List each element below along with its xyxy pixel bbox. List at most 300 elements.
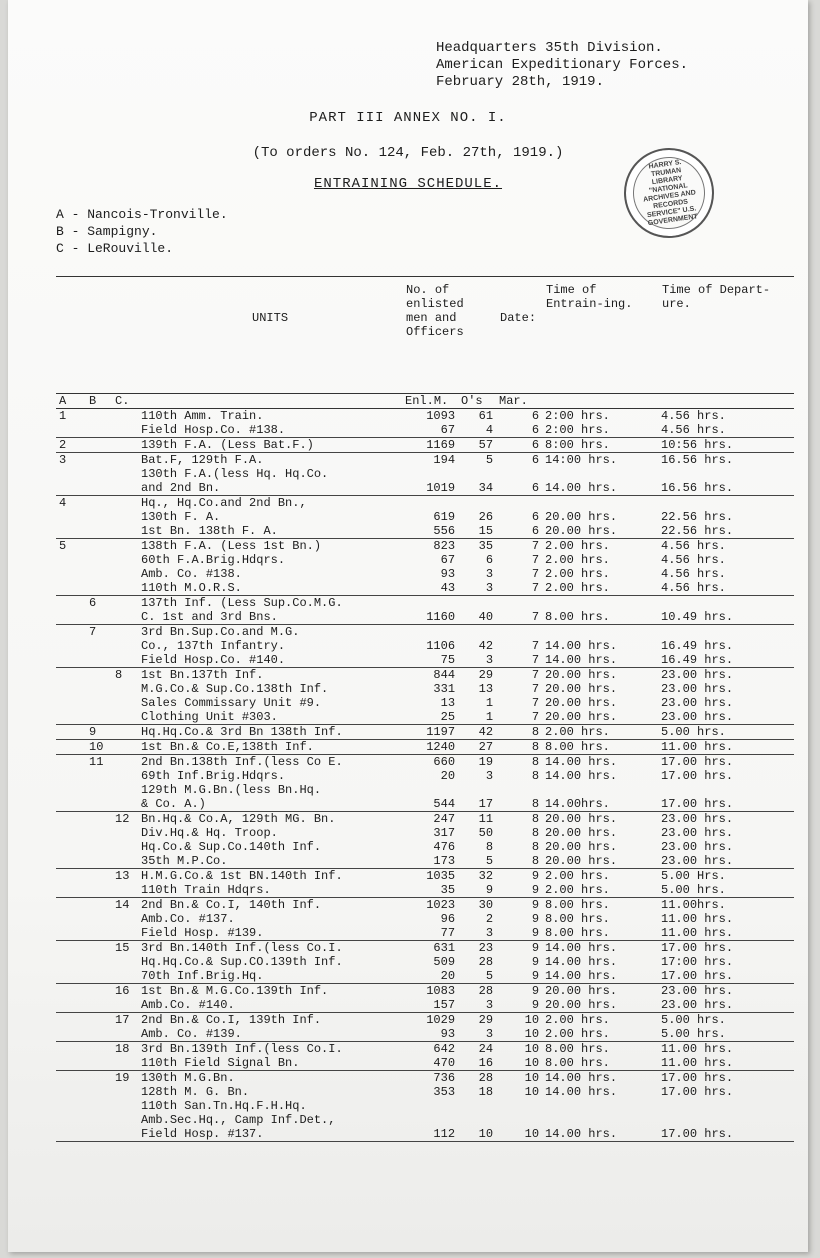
departure-time: 17.00 hrs. — [658, 797, 794, 812]
col-b-value — [86, 955, 112, 969]
document-title: PART III ANNEX NO. I. — [309, 110, 507, 126]
entraining-time: 2.00 hrs. — [545, 869, 610, 883]
enlisted-count: 43 — [402, 581, 458, 596]
table-row — [56, 596, 794, 611]
table-row — [56, 1085, 794, 1099]
enlisted-count: 619 — [433, 510, 456, 524]
march-date — [496, 1113, 542, 1127]
col-c-value — [112, 610, 138, 625]
table-row — [56, 755, 794, 770]
entraining-time: 2.00 hrs. — [545, 1013, 610, 1027]
entraining-time: 14.00 hrs. — [542, 481, 658, 496]
col-b-value — [86, 668, 112, 683]
entraining-time — [542, 1113, 658, 1127]
officer-count: 24 — [478, 1042, 494, 1056]
officer-count: 1 — [458, 710, 496, 725]
table-header-row — [56, 277, 794, 394]
officer-count: 61 — [478, 409, 494, 423]
departure-time: 11.00 hrs. — [661, 912, 734, 926]
march-date — [496, 625, 542, 640]
table-row — [56, 840, 794, 854]
col-b-value — [86, 883, 112, 898]
col-b-value — [86, 969, 112, 984]
departure-time: 11.00hrs. — [661, 898, 726, 912]
officer-count: 17 — [458, 797, 496, 812]
legend-item: B - Sampigny. — [56, 224, 158, 239]
col-c-value: 18 — [115, 1042, 130, 1056]
col-c-value: 16 — [115, 984, 130, 998]
march-date — [496, 596, 542, 611]
col-a-value — [56, 840, 86, 854]
col-a-value — [56, 898, 86, 913]
col-a-value — [56, 567, 86, 581]
enlisted-count: 1240 — [402, 740, 458, 755]
enlisted-count: 67 — [440, 553, 456, 567]
march-date: 7 — [496, 653, 542, 668]
col-a-value — [56, 710, 86, 725]
departure-time: 10:56 hrs. — [658, 438, 794, 453]
entraining-time: 14.00 hrs. — [545, 639, 618, 653]
col-a-value: 1 — [59, 409, 67, 423]
month-header: Mar. — [496, 394, 542, 409]
col-b-value — [86, 826, 112, 840]
enlisted-count: 20 — [402, 969, 458, 984]
col-b-value — [86, 1127, 112, 1142]
entraining-time — [542, 467, 658, 481]
departure-header: Time of Depart-ure. — [658, 277, 794, 394]
entraining-time: 8:00 hrs. — [542, 438, 658, 453]
entraining-time: 20.00 hrs. — [545, 812, 618, 826]
col-a-value — [56, 826, 86, 840]
officer-count: 1 — [485, 696, 494, 710]
officer-count: 16 — [458, 1056, 496, 1071]
table-row — [56, 610, 794, 625]
enlisted-count: 1106 — [426, 639, 456, 653]
unit-name: 128th M. G. Bn. — [141, 1085, 250, 1099]
enlisted-count: 1160 — [402, 610, 458, 625]
letterhead — [436, 40, 688, 91]
col-b-value — [86, 682, 112, 696]
col-a-value — [56, 524, 86, 539]
enlisted-count: 1093 — [426, 409, 456, 423]
entraining-time — [542, 625, 658, 640]
col-a-value — [56, 869, 86, 884]
col-a-value — [56, 1099, 86, 1113]
col-b-value — [86, 653, 112, 668]
enlisted-count: 1083 — [426, 984, 456, 998]
col-b-value: 7 — [89, 625, 97, 639]
entraining-time: 8.00 hrs. — [542, 926, 658, 941]
march-date: 9 — [531, 955, 540, 969]
march-date: 8 — [531, 840, 540, 854]
table-row — [56, 409, 794, 424]
unit-name: Amb. Co. #138. — [141, 567, 242, 581]
officer-count: 18 — [478, 1085, 494, 1099]
document-page — [8, 0, 808, 1252]
col-a-value — [56, 812, 86, 827]
enlisted-count: 331 — [433, 682, 456, 696]
date-header: Date: — [496, 277, 542, 394]
departure-time: 11.00 hrs. — [658, 926, 794, 941]
col-c-value — [112, 1085, 138, 1099]
unit-name: 1st Bn.& Co.E,138th Inf. — [138, 740, 402, 755]
unit-name: 1st Bn. 138th F. A. — [138, 524, 402, 539]
entraining-time: 20.00 hrs. — [545, 696, 618, 710]
departure-time: 4.56 hrs. — [661, 409, 726, 423]
station-legend — [56, 206, 228, 257]
departure-time: 5.00 hrs. — [658, 883, 794, 898]
table-row — [56, 1113, 794, 1127]
col-c-value — [112, 696, 138, 710]
col-c-value — [112, 826, 138, 840]
officer-count: 23 — [478, 941, 494, 955]
col-c-value — [112, 797, 138, 812]
col-b-value — [86, 998, 112, 1013]
departure-time: 23.00 hrs. — [661, 668, 734, 682]
entraining-time: 20.00 hrs. — [545, 984, 618, 998]
officer-count: 40 — [458, 610, 496, 625]
entraining-time: 14.00 hrs. — [545, 769, 618, 783]
departure-time: 16.49 hrs. — [661, 639, 734, 653]
officer-count: 42 — [458, 725, 496, 740]
col-a-value — [56, 481, 86, 496]
march-date: 10 — [496, 1127, 542, 1142]
officer-count: 8 — [485, 840, 494, 854]
unit-name: 1st Bn.137th Inf. — [141, 668, 264, 682]
table-row — [56, 1027, 794, 1042]
march-date: 7 — [531, 567, 540, 581]
unit-name: 130th F.A.(less Hq. Hq.Co. — [141, 467, 329, 481]
table-row — [56, 581, 794, 596]
col-b-value — [86, 812, 112, 827]
entraining-time: 20.00 hrs. — [545, 840, 618, 854]
col-a-value — [56, 1056, 86, 1071]
march-date: 8 — [531, 755, 540, 769]
departure-time: 16.56 hrs. — [661, 453, 734, 467]
col-b-value: 10 — [86, 740, 112, 755]
unit-name: 3rd Bn.139th Inf.(less Co.I. — [141, 1042, 343, 1056]
col-b-value — [86, 1056, 112, 1071]
unit-name: 2nd Bn.138th Inf.(less Co E. — [141, 755, 343, 769]
departure-time: 17.00 hrs. — [661, 1071, 734, 1085]
table-row — [56, 1071, 794, 1086]
enlisted-count: 660 — [433, 755, 456, 769]
col-c-value — [112, 596, 138, 611]
col-b-value — [86, 467, 112, 481]
table-row — [56, 625, 794, 640]
col-c-value — [112, 926, 138, 941]
col-b-value — [86, 783, 112, 797]
col-c-value — [112, 567, 138, 581]
officer-count: 29 — [478, 1013, 494, 1027]
col-a-value — [56, 682, 86, 696]
table-row — [56, 955, 794, 969]
col-a-value — [56, 783, 86, 797]
enlisted-count: 247 — [433, 812, 456, 826]
march-date: 6 — [496, 481, 542, 496]
col-c-value — [112, 740, 138, 755]
unit-name: Hq., Hq.Co.and 2nd Bn., — [141, 496, 307, 510]
officer-count — [458, 625, 496, 640]
departure-time — [658, 596, 794, 611]
col-b-value — [86, 496, 112, 511]
col-b-value — [86, 581, 112, 596]
table-row — [56, 553, 794, 567]
enlisted-count: 631 — [433, 941, 456, 955]
departure-time: 23.00 hrs. — [661, 840, 734, 854]
table-row — [56, 710, 794, 725]
table-row — [56, 740, 794, 755]
march-date: 7 — [531, 539, 540, 553]
col-b-value — [86, 438, 112, 453]
table-row — [56, 725, 794, 740]
col-a-value — [56, 1042, 86, 1057]
march-date: 6 — [531, 510, 540, 524]
march-date: 9 — [496, 969, 542, 984]
enlisted-count: 470 — [402, 1056, 458, 1071]
col-c-value — [112, 1113, 138, 1127]
officer-count: 19 — [478, 755, 494, 769]
departure-time: 17.00 hrs. — [661, 755, 734, 769]
table-row — [56, 984, 794, 999]
col-c-value — [112, 783, 138, 797]
unit-name: 1st Bn.& M.G.Co.139th Inf. — [141, 984, 329, 998]
march-date: 6 — [496, 524, 542, 539]
officer-count: 3 — [485, 769, 494, 783]
enlisted-count — [402, 496, 458, 511]
col-b-value — [86, 1099, 112, 1113]
entraining-time: 14:00 hrs. — [545, 453, 618, 467]
table-row — [56, 423, 794, 438]
entraining-time: 8.00 hrs. — [545, 898, 610, 912]
col-c-value — [112, 467, 138, 481]
col-b-value — [86, 869, 112, 884]
unit-name: 3rd Bn.Sup.Co.and M.G. — [141, 625, 300, 639]
unit-name: & Co. A.) — [138, 797, 402, 812]
officer-count: 32 — [478, 869, 494, 883]
col-c-value — [112, 1099, 138, 1113]
entraining-time — [542, 496, 658, 511]
table-row — [56, 769, 794, 783]
table-row — [56, 696, 794, 710]
table-row — [56, 797, 794, 812]
enlisted-count: 93 — [440, 567, 456, 581]
col-a-value — [56, 941, 86, 956]
col-a-value — [56, 769, 86, 783]
officer-count: 3 — [485, 567, 494, 581]
unit-name: Bn.Hq.& Co.A, 129th MG. Bn. — [141, 812, 336, 826]
table-row — [56, 941, 794, 956]
unit-name: M.G.Co.& Sup.Co.138th Inf. — [141, 682, 329, 696]
col-a-value — [56, 553, 86, 567]
entraining-time: 14.00 hrs. — [545, 955, 618, 969]
departure-time: 11.00 hrs. — [658, 1056, 794, 1071]
entraining-time: 14.00 hrs. — [542, 653, 658, 668]
table-row — [56, 481, 794, 496]
entraining-time: 2.00 hrs. — [545, 553, 610, 567]
col-b-value — [86, 898, 112, 913]
unit-name: 110th Amm. Train. — [141, 409, 264, 423]
entraining-time: 20.00 hrs. — [545, 668, 618, 682]
departure-time: 17.00 hrs. — [661, 1085, 734, 1099]
col-a-value — [56, 1127, 86, 1142]
entraining-time: 8.00 hrs. — [545, 912, 610, 926]
march-date — [496, 467, 542, 481]
table-row — [56, 653, 794, 668]
officer-count: 28 — [478, 955, 494, 969]
table-row — [56, 567, 794, 581]
col-b-value — [86, 926, 112, 941]
col-a-value — [56, 725, 86, 740]
table-row — [56, 668, 794, 683]
table-row — [56, 898, 794, 913]
entraining-time: 2.00 hrs. — [545, 567, 610, 581]
enlisted-count: 194 — [433, 453, 456, 467]
departure-time: 5.00 Hrs. — [661, 869, 726, 883]
departure-time: 17:00 hrs. — [661, 955, 734, 969]
entraining-time: 20.00 hrs. — [542, 854, 658, 869]
departure-time: 5.00 hrs. — [661, 1013, 726, 1027]
departure-time: 10.49 hrs. — [658, 610, 794, 625]
officer-count: 28 — [478, 984, 494, 998]
march-date: 6 — [531, 409, 540, 423]
table-row — [56, 639, 794, 653]
table-row — [56, 438, 794, 453]
march-date: 9 — [496, 998, 542, 1013]
col-a-value — [56, 625, 86, 640]
col-a-value — [56, 1085, 86, 1099]
schedule-body — [56, 409, 794, 1142]
officer-count: 5 — [485, 453, 494, 467]
enlisted-count: 556 — [402, 524, 458, 539]
departure-time: 4.56 hrs. — [661, 539, 726, 553]
march-date: 6 — [496, 438, 542, 453]
departure-time: 17.00 hrs. — [661, 941, 734, 955]
col-b-value — [86, 510, 112, 524]
officer-count: 27 — [458, 740, 496, 755]
col-b-value — [86, 481, 112, 496]
col-a-value — [56, 998, 86, 1013]
col-c-value — [112, 912, 138, 926]
unit-name: Co., 137th Infantry. — [141, 639, 286, 653]
departure-time — [658, 1113, 794, 1127]
unit-name: Field Hosp.Co. #140. — [138, 653, 402, 668]
col-c-value — [112, 955, 138, 969]
archive-stamp-text: HARRY S. TRUMAN LIBRARY "NATIONAL ARCHIVES AND RECORDS SERVICE" U.S. GOVERNMENT — [642, 159, 699, 228]
col-c-value — [112, 453, 138, 468]
col-a-value: 5 — [59, 539, 67, 553]
col-b-value — [86, 1042, 112, 1057]
departure-time: 5.00 hrs. — [658, 1027, 794, 1042]
table-row — [56, 926, 794, 941]
officer-count: 5 — [458, 854, 496, 869]
col-c-value — [112, 438, 138, 453]
departure-time: 22.56 hrs. — [658, 524, 794, 539]
unit-name: Field Hosp. #139. — [138, 926, 402, 941]
col-b-value — [86, 1027, 112, 1042]
document-subtitle: (To orders No. 124, Feb. 27th, 1919.) — [252, 145, 564, 161]
table-row — [56, 510, 794, 524]
col-c-value: 19 — [115, 1071, 130, 1085]
col-a-value — [56, 755, 86, 770]
enlisted-count: 317 — [433, 826, 456, 840]
col-a-value — [56, 797, 86, 812]
col-b-value — [86, 524, 112, 539]
col-c-value — [112, 725, 138, 740]
entraining-time — [542, 783, 658, 797]
col-b-value — [86, 696, 112, 710]
table-row — [56, 869, 794, 884]
col-b-value — [86, 539, 112, 554]
col-c-value — [112, 998, 138, 1013]
enlisted-count — [402, 467, 458, 481]
enlisted-count — [402, 625, 458, 640]
entraining-time: 2:00 hrs. — [545, 409, 610, 423]
table-row — [56, 998, 794, 1013]
departure-time: 23.00 hrs. — [658, 854, 794, 869]
march-date: 6 — [531, 453, 540, 467]
col-a-value — [56, 510, 86, 524]
unit-name: 110th Field Signal Bn. — [138, 1056, 402, 1071]
march-date: 9 — [531, 869, 540, 883]
officer-count: 3 — [458, 653, 496, 668]
departure-time: 4.56 hrs. — [658, 581, 794, 596]
enlisted-count: 544 — [402, 797, 458, 812]
col-a-value — [56, 740, 86, 755]
table-row — [56, 1013, 794, 1028]
enlisted-count: 75 — [402, 653, 458, 668]
col-c-value — [112, 682, 138, 696]
entraining-time — [542, 1099, 658, 1113]
march-date: 10 — [524, 1071, 540, 1085]
officer-count: 35 — [478, 539, 494, 553]
entraining-time — [542, 596, 658, 611]
col-b-value — [86, 1085, 112, 1099]
march-date: 7 — [531, 696, 540, 710]
officer-count: 4 — [458, 423, 496, 438]
col-a-value: 4 — [59, 496, 67, 510]
enlisted-count: 157 — [402, 998, 458, 1013]
col-b-value — [86, 453, 112, 468]
col-c-value: 14 — [115, 898, 130, 912]
unit-name: 110th San.Tn.Hq.F.H.Hq. — [141, 1099, 307, 1113]
enlisted-count: 353 — [433, 1085, 456, 1099]
enlisted-count: 1023 — [426, 898, 456, 912]
entraining-time: 2.00 hrs. — [542, 1027, 658, 1042]
march-date: 6 — [496, 423, 542, 438]
table-row — [56, 682, 794, 696]
departure-time: 23.00 hrs. — [661, 682, 734, 696]
entraining-time: 14.00 hrs. — [542, 1127, 658, 1142]
march-date: 7 — [531, 553, 540, 567]
march-date: 7 — [531, 682, 540, 696]
march-date: 8 — [496, 740, 542, 755]
enlisted-count: 1029 — [426, 1013, 456, 1027]
enlisted-count — [402, 783, 458, 797]
unit-name: 129th M.G.Bn.(less Bn.Hq. — [141, 783, 322, 797]
col-a-value — [56, 696, 86, 710]
officer-count: 10 — [458, 1127, 496, 1142]
units-header: UNITS — [138, 277, 402, 394]
officer-count: 50 — [478, 826, 494, 840]
march-date: 10 — [524, 1042, 540, 1056]
table-row — [56, 783, 794, 797]
col-b-value — [86, 1013, 112, 1028]
enlisted-count: 736 — [433, 1071, 456, 1085]
col-c-value — [112, 524, 138, 539]
march-date: 10 — [524, 1013, 540, 1027]
legend-item: A - Nancois-Tronville. — [56, 207, 228, 222]
